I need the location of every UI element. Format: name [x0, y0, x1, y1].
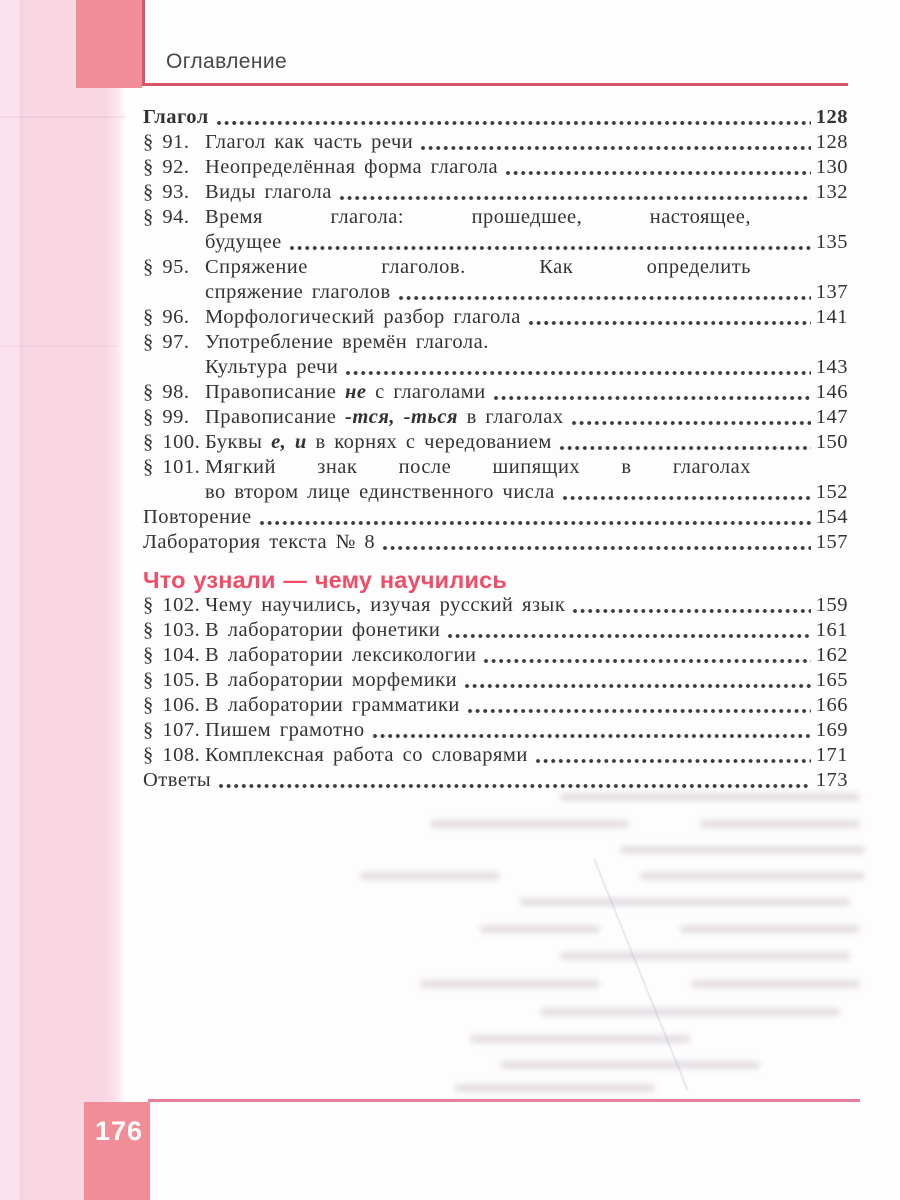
- toc-page-number: 141: [815, 306, 848, 328]
- toc-page-number: 169: [815, 719, 848, 741]
- toc-entry-marker: § 106.: [143, 694, 201, 716]
- toc-page-number: 132: [815, 181, 848, 203]
- dot-leader: [559, 445, 811, 451]
- toc-entry-marker: § 108.: [143, 744, 201, 766]
- toc-entry: [143, 205, 848, 255]
- toc-page-number: 143: [815, 356, 848, 378]
- toc-entry-title: Спряжение глаголов. Как определить: [205, 256, 751, 278]
- toc-entry-title: Культура речи: [205, 356, 339, 378]
- toc-entry-title: Повторение: [143, 506, 252, 528]
- header-horizontal-rule: [142, 83, 848, 86]
- showthrough-line: [620, 846, 865, 854]
- dot-leader: [382, 545, 811, 551]
- toc-entry-line: [143, 105, 848, 130]
- dot-leader: [218, 783, 811, 789]
- dot-leader: [505, 170, 811, 176]
- toc-entry: [143, 330, 848, 380]
- toc-entry: [143, 530, 848, 555]
- toc-entry-title: Неопределённая форма глагола: [205, 156, 499, 178]
- toc-entry-line: [205, 455, 751, 480]
- toc-page-number: 146: [815, 381, 848, 403]
- toc-page-number: 128: [815, 131, 848, 153]
- toc-page-number: 166: [815, 694, 848, 716]
- toc-list: [143, 105, 848, 793]
- toc-entry-line: [205, 180, 848, 205]
- dot-leader: [339, 195, 811, 201]
- toc-entry-marker: § 94.: [143, 206, 190, 228]
- dot-leader: [289, 245, 811, 251]
- toc-entry: [143, 718, 848, 743]
- dot-leader: [216, 120, 811, 126]
- dot-leader: [467, 708, 811, 714]
- toc-entry-marker: § 93.: [143, 181, 190, 203]
- toc-entry: [143, 105, 848, 130]
- dot-leader: [398, 295, 811, 301]
- toc-entry-title: Глагол как часть речи: [205, 131, 414, 153]
- toc-entry-line: [205, 255, 751, 280]
- dot-leader: [464, 683, 811, 689]
- toc-section-heading: Что узнали — чему научились: [143, 567, 508, 593]
- toc-entry-marker: § 98.: [143, 381, 190, 403]
- scan-crease: [0, 345, 118, 347]
- toc-entry-line: [205, 718, 848, 743]
- toc-page-number: 157: [815, 531, 848, 553]
- showthrough-line: [455, 1084, 655, 1092]
- toc-page-number: 171: [815, 744, 848, 766]
- toc-entry-title: Правописание не с глаголами: [205, 381, 486, 403]
- toc-entry-line: [205, 480, 848, 505]
- toc-entry-title: Чему научились, изучая русский язык: [205, 594, 566, 616]
- showthrough-line: [470, 1035, 690, 1043]
- toc-entry-marker: § 95.: [143, 256, 190, 278]
- scan-scratch: [593, 859, 689, 1092]
- dot-leader: [420, 145, 810, 151]
- toc-page-number: 135: [815, 231, 848, 253]
- toc-entry-line: [205, 643, 848, 668]
- toc-page-number: 137: [815, 281, 848, 303]
- toc-page-number: 154: [815, 506, 848, 528]
- toc-entry: [143, 618, 848, 643]
- toc-entry-marker: § 100.: [143, 431, 201, 453]
- toc-entry-marker: § 107.: [143, 719, 201, 741]
- toc-entry: [143, 380, 848, 405]
- toc-page-number: 150: [815, 431, 848, 453]
- toc-entry-title: спряжение глаголов: [205, 281, 391, 303]
- showthrough-line: [520, 898, 850, 906]
- toc-entry-title: Употребление времён глагола.: [205, 331, 489, 353]
- dot-leader: [572, 608, 810, 614]
- dot-leader: [571, 420, 811, 426]
- toc-entry-title: Глагол: [143, 106, 209, 128]
- toc-page-number: 128: [815, 106, 848, 128]
- toc-entry-title: Морфологический разбор глагола: [205, 306, 521, 328]
- toc-entry-line: [205, 380, 848, 405]
- toc-entry-line: [205, 305, 848, 330]
- toc-page-number: 165: [815, 669, 848, 691]
- toc-entry: [143, 743, 848, 768]
- toc-entry-marker: § 102.: [143, 594, 201, 616]
- toc-entry-title: В лаборатории фонетики: [205, 619, 441, 641]
- toc-entry-title: Лаборатория текста № 8: [143, 531, 376, 553]
- toc-entry-line: [143, 768, 848, 793]
- showthrough-line: [360, 872, 500, 880]
- header-vertical-rule: [142, 0, 145, 86]
- dot-leader: [372, 733, 811, 739]
- toc-entry-line: [205, 205, 751, 230]
- toc-entry: [143, 593, 848, 618]
- toc-entry-marker: § 91.: [143, 131, 190, 153]
- toc-entry-title: Ответы: [143, 769, 212, 791]
- toc-entry-line: [205, 618, 848, 643]
- showthrough-line: [640, 872, 865, 880]
- toc-entry-marker: § 103.: [143, 619, 201, 641]
- toc-entry-marker: § 92.: [143, 156, 190, 178]
- toc-entry: [143, 180, 848, 205]
- toc-entry: [143, 155, 848, 180]
- dot-leader: [483, 658, 810, 664]
- toc-entry-line: [205, 130, 848, 155]
- dot-leader: [535, 758, 811, 764]
- toc-page-number: 161: [815, 619, 848, 641]
- showthrough-line: [540, 1008, 840, 1016]
- dot-leader: [562, 495, 811, 501]
- page-number-block: [84, 1102, 150, 1200]
- toc-entry-line: [205, 668, 848, 693]
- toc-entry: [143, 430, 848, 455]
- toc-entry-title: Виды глагола: [205, 181, 332, 203]
- toc-entry-line: [143, 505, 848, 530]
- toc-entry-title: В лаборатории морфемики: [205, 669, 458, 691]
- toc-entry-title: В лаборатории грамматики: [205, 694, 460, 716]
- toc-entry: [143, 405, 848, 430]
- toc-entry-marker: § 101.: [143, 456, 201, 478]
- toc-entry: [143, 643, 848, 668]
- toc-entry-marker: § 105.: [143, 669, 201, 691]
- toc-entry-line: [205, 430, 848, 455]
- toc-entry-line: [205, 330, 848, 355]
- toc-entry: [143, 768, 848, 793]
- header-corner-block: [76, 0, 142, 88]
- toc-entry: [143, 505, 848, 530]
- dot-leader: [447, 633, 810, 639]
- toc-entry-line: [205, 405, 848, 430]
- toc-entry-line: [205, 693, 848, 718]
- toc-entry: [143, 305, 848, 330]
- showthrough-line: [680, 925, 860, 933]
- toc-page-number: 152: [815, 481, 848, 503]
- toc-entry-title: Время глагола: прошедшее, настоящее,: [205, 206, 751, 228]
- toc-entry-title: Правописание -тся, -ться в глаголах: [205, 406, 564, 428]
- showthrough-line: [560, 793, 860, 801]
- toc-entry: [143, 255, 848, 305]
- toc-entry-line: [205, 155, 848, 180]
- toc-entry-marker: § 97.: [143, 331, 190, 353]
- toc-page-number: 159: [815, 594, 848, 616]
- page-header-title: Оглавление: [166, 50, 288, 73]
- toc-entry-title: будущее: [205, 231, 282, 253]
- toc-entry-title: Комплексная работа со словарями: [205, 744, 528, 766]
- toc-entry: [143, 668, 848, 693]
- page-left-margin-band: [0, 0, 128, 1200]
- toc-entry: [143, 130, 848, 155]
- showthrough-line: [420, 980, 600, 988]
- toc-entry-line: [205, 280, 848, 305]
- toc-entry-line: [205, 230, 848, 255]
- showthrough-line: [480, 925, 600, 933]
- toc-page-number: 173: [815, 769, 848, 791]
- dot-leader: [528, 320, 811, 326]
- toc-entry-marker: § 104.: [143, 644, 201, 666]
- page-number: 176: [95, 1116, 144, 1146]
- toc-entry-line: [205, 593, 848, 618]
- toc-entry-title: во втором лице единственного числа: [205, 481, 555, 503]
- toc-entry-title: Мягкий знак после шипящих в глаголах: [205, 456, 751, 478]
- toc-entry-title: Буквы е, и в корнях с чередованием: [205, 431, 552, 453]
- toc-entry: [143, 455, 848, 505]
- showthrough-line: [700, 820, 860, 828]
- showthrough-line: [690, 980, 860, 988]
- toc-entry-line: [143, 530, 848, 555]
- showthrough-line: [430, 820, 630, 828]
- toc-entry-marker: § 99.: [143, 406, 190, 428]
- footer-horizontal-rule: [148, 1099, 860, 1102]
- scan-crease: [0, 116, 126, 118]
- toc-entry-line: [205, 355, 848, 380]
- showthrough-line: [500, 1061, 760, 1069]
- dot-leader: [345, 370, 810, 376]
- toc-entry: [143, 693, 848, 718]
- toc-page-number: 130: [815, 156, 848, 178]
- toc-entry-marker: § 96.: [143, 306, 190, 328]
- dot-leader: [259, 520, 811, 526]
- toc-entry-title: В лаборатории лексикологии: [205, 644, 477, 666]
- toc-page-number: 147: [815, 406, 848, 428]
- toc-entry-line: [205, 743, 848, 768]
- toc-page-number: 162: [815, 644, 848, 666]
- showthrough-line: [560, 952, 850, 960]
- toc-entry-title: Пишем грамотно: [205, 719, 365, 741]
- dot-leader: [493, 395, 811, 401]
